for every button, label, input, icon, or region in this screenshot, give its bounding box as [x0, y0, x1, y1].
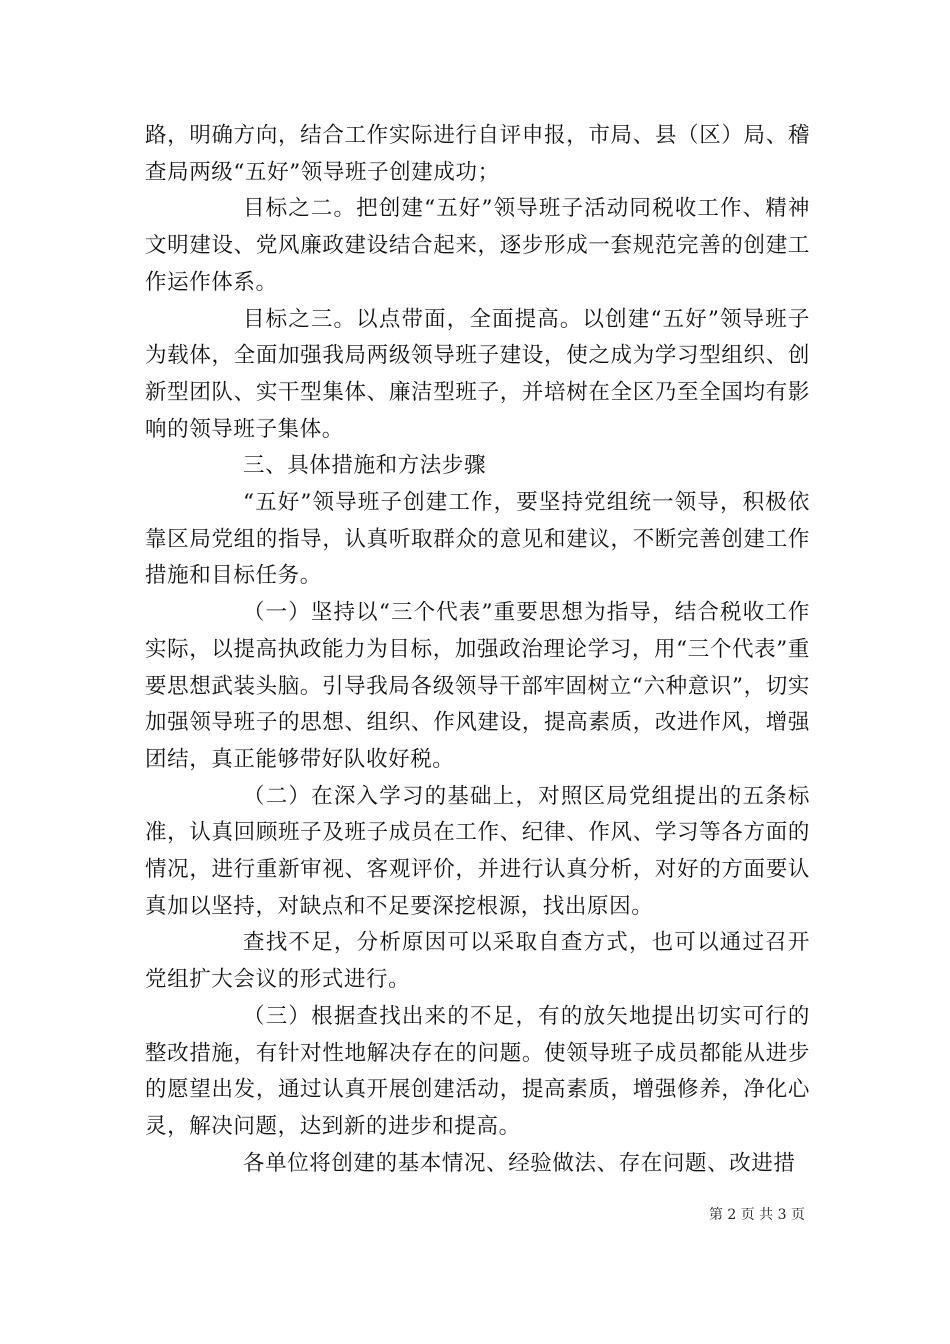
section-heading: 三、具体措施和方法步骤	[243, 453, 487, 479]
paragraph-5: （一）坚持以“三个代表”重要思想为指导，结合税收工作实际，以提高执政能力为目标，加强政治理论学习，用“三个代表”重要思想武装头脑。引导我局各级领导干部牢固树立“六种意识”，切实加强领导班子的思想、组织、作风建设，提高素质，改进作风，增强团结，真正能够带好队收好税。	[145, 600, 810, 772]
paragraph-9: 各单位将创建的基本情况、经验做法、存在问题、改进措	[243, 1150, 796, 1176]
paragraph-4: “五好”领导班子创建工作，要坚持党组统一领导，积极依靠区局党组的指导，认真听取群众的意见和建议，不断完善创建工作措施和目标任务。	[145, 490, 810, 589]
paragraph-7: 查找不足，分析原因可以采取自查方式，也可以通过召开党组扩大会议的形式进行。	[145, 930, 810, 993]
paragraph-3: 目标之三。以点带面，全面提高。以创建“五好”领导班子为载体，全面加强我局两级领导班子建设，使之成为学习型组织、创新型团队、实干型集体、廉洁型班子，并培树在全区乃至全国均有影响的领导班子集体。	[145, 306, 810, 442]
paragraph-6: （二）在深入学习的基础上，对照区局党组提出的五条标准，认真回顾班子及班子成员在工作、纪律、作风、学习等各方面的情况，进行重新审视、客观评价，并进行认真分析，对好的方面要认真加以坚持，对缺点和不足要深挖根源，找出原因。	[145, 783, 810, 919]
document-body	[145, 118, 810, 1182]
paragraph-1: 路，明确方向，结合工作实际进行自评申报，市局、县（区）局、稽查局两级“五好”领导班子创建成功；	[145, 123, 810, 185]
page-number: 第 2 页 共 3 页	[708, 1207, 805, 1223]
paragraph-8: （三）根据查找出来的不足，有的放矢地提出切实可行的整改措施，有针对性地解决存在的问题。使领导班子成员都能从进步的愿望出发，通过认真开展创建活动，提高素质，增强修养，净化心灵，解决问题，达到新的进步和提高。	[145, 1003, 810, 1139]
paragraph-2: 目标之二。把创建“五好”领导班子活动同税收工作、精神文明建设、党风廉政建设结合起来，逐步形成一套规范完善的创建工作运作体系。	[145, 196, 810, 295]
